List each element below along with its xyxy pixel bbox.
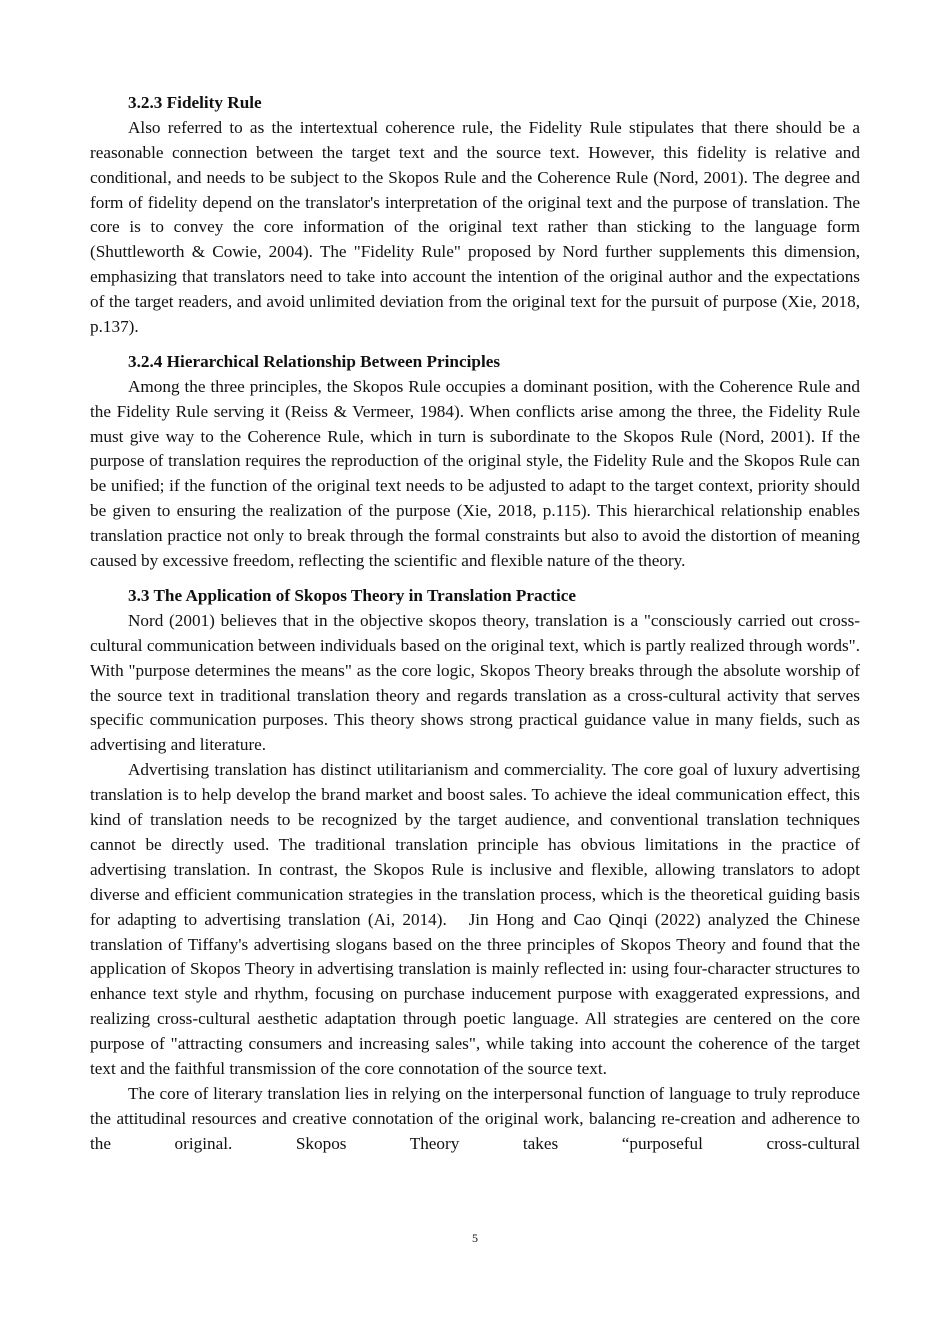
paragraph-advertising-translation: Advertising translation has distinct utilitarianism and commerciality. The core goal of luxury advertising translation is to help develop the brand market and boost sales. To achieve the ideal communication effect, this kind of translation needs to be recognized by the target audience, and conventional translation techniques cannot be directly used. The traditional translation principle has obvious limitations in the practice of advertising translation. In contrast, the Skopos Rule is inclusive and flexible, allowing translators to adopt diverse and efficient communication strategies in the translation process, which is the theoretical guiding basis for adapting to advertising translation (Ai, 2014). Jin Hong and Cao Qinqi (2022) analyzed the Chinese translation of Tiffany's advertising slogans based on the three principles of Skopos Theory and found that the application of Skopos Theory in advertising translation is mainly reflected in: using four-character structures to enhance text style and rhythm, focusing on purchase inducement purpose with exaggerated expressions, and realizing cross-cultural aesthetic adaptation through poetic language. All strategies are centered on the core purpose of "attracting consumers and increasing sales", while taking into account the coherence of the target text and the faithful transmission of the core connotation of the source text. <box>90 760 860 1079</box>
paragraph-application-intro: Nord (2001) believes that in the objective skopos theory, translation is a "consciously carried out cross-cultural communication between individuals based on the original text, which is partly realized through words". With "purpose determines the means" as the core logic, Skopos Theory breaks through the absolute worship of the source text in traditional translation theory and regards translation as a cross-cultural activity that serves specific communication purposes. This theory shows strong practical guidance value in many fields, such as advertising and literature. <box>90 610 860 755</box>
paragraph-literary-translation: The core of literary translation lies in relying on the interpersonal function of language to truly reproduce the attitudinal resources and creative connotation of the original work, balancing re-creation and adherence to the original. Skopos Theory takes “purposeful cross-cultural <box>90 1084 860 1153</box>
paragraph-hierarchical-relationship: Among the three principles, the Skopos Rule occupies a dominant position, with the Coherence Rule and the Fidelity Rule serving it (Reiss & Vermeer, 1984). When conflicts arise among the three, the Fidelity Rule must give way to the Coherence Rule, which in turn is subordinate to the Skopos Rule (Nord, 2001). If the purpose of translation requires the reproduction of the original style, the Fidelity Rule and the Skopos Rule can be unified; if the function of the original text needs to be adjusted to adapt to the target context, priority should be given to ensuring the realization of the purpose (Xie, 2018, p.115). This hierarchical relationship enables translation practice not only to break through the formal constraints but also to avoid the distortion of meaning caused by excessive freedom, reflecting the scientific and flexible nature of the theory. <box>90 376 860 571</box>
page-number: 5 <box>472 1231 478 1245</box>
section-heading-application: 3.3 The Application of Skopos Theory in Translation Practice <box>128 586 577 605</box>
section-spacer <box>90 340 860 350</box>
paragraph-fidelity-rule: Also referred to as the intertextual coherence rule, the Fidelity Rule stipulates that there should be a reasonable connection between the target text and the source text. However, this fidelity is relative and conditional, and needs to be subject to the Skopos Rule and the Coherence Rule (Nord, 2001). The degree and form of fidelity depend on the translator's interpretation of the original text and the purpose of translation. The core is to convey the core information of the original text rather than sticking to the language form (Shuttleworth & Cowie, 2004). The "Fidelity Rule" proposed by Nord further supplements this dimension, emphasizing that translators need to take into account the intention of the original author and the expectations of the target readers, and avoid unlimited deviation from the original text for the pursuit of purpose (Xie, 2018, p.137). <box>90 117 860 337</box>
section-heading-hierarchical-relationship: 3.2.4 Hierarchical Relationship Between Principles <box>128 351 501 371</box>
section-spacer <box>90 574 860 584</box>
section-heading-fidelity-rule: 3.2.3 Fidelity Rule <box>128 93 262 112</box>
document-body <box>90 91 860 1157</box>
